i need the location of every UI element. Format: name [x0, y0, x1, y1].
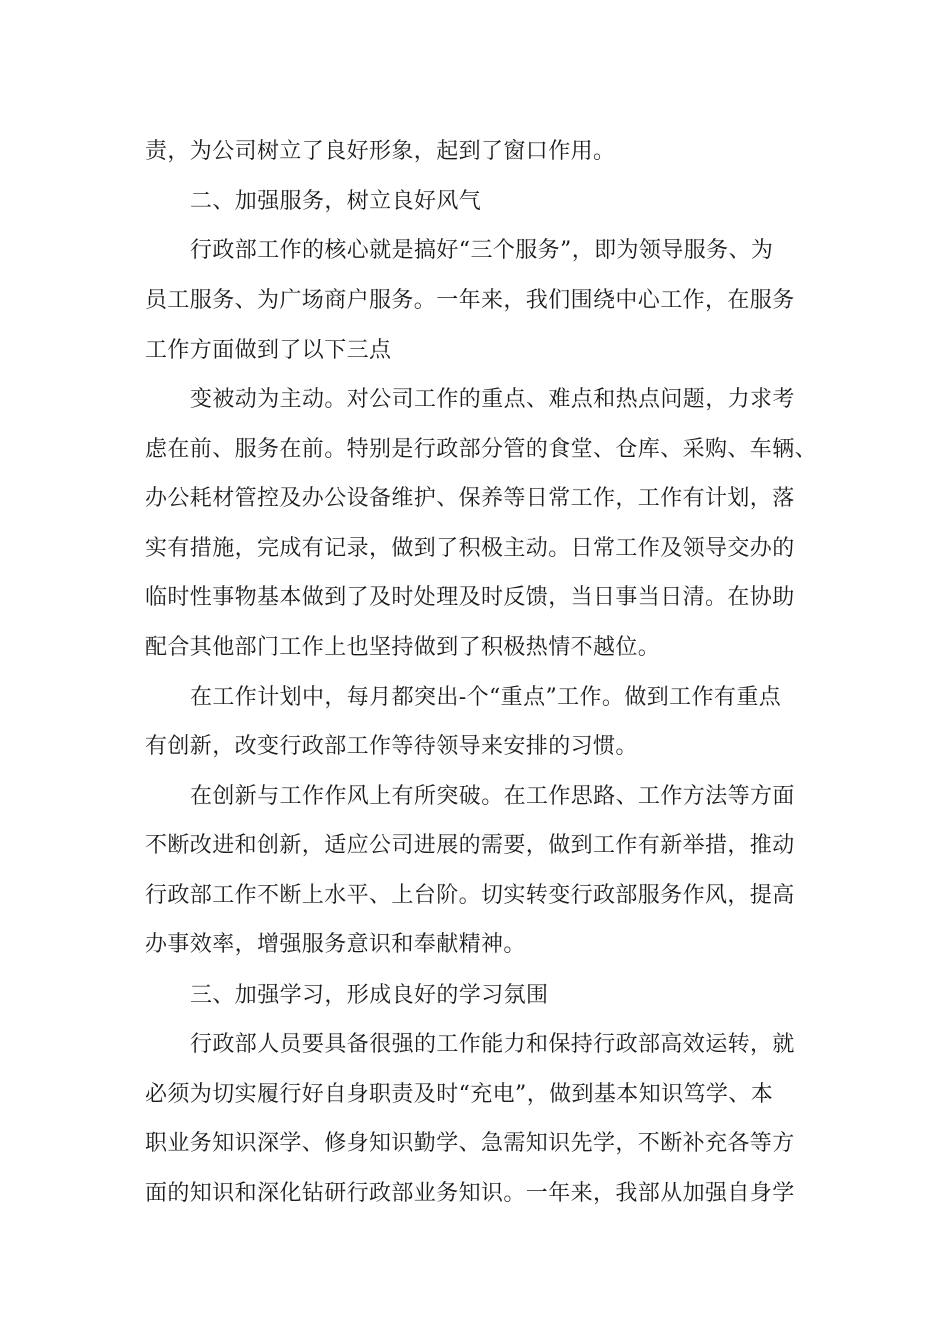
body-text-line: 办公耗材管控及办公设备维护、保养等日常工作，工作有计划，落 [145, 486, 795, 511]
body-text-line: 变被动为主动。对公司工作的重点、难点和热点问题，力求考 [190, 387, 795, 412]
body-text-line: 在工作计划中，每月都突出-个“重点”工作。做到工作有重点 [190, 685, 782, 710]
section-heading: 三、加强学习，形成良好的学习氛围 [190, 983, 549, 1008]
body-text-line: 行政部工作的核心就是搞好“三个服务”，即为领导服务、为 [190, 238, 774, 263]
body-text-line: 责，为公司树立了良好形象，起到了窗口作用。 [145, 139, 616, 164]
body-text-line: 职业务知识深学、修身知识勤学、急需知识先学，不断补充各等方 [145, 1131, 795, 1156]
body-text-line: 有创新，改变行政部工作等待领导来安排的习惯。 [145, 734, 638, 759]
body-text-line: 面的知识和深化钻研行政部业务知识。一年来，我部从加强自身学 [145, 1181, 795, 1206]
section-heading: 二、加强服务，树立良好风气 [190, 189, 482, 214]
body-text-line: 工作方面做到了以下三点 [145, 338, 392, 363]
body-text-line: 在创新与工作作风上有所突破。在工作思路、工作方法等方面 [190, 784, 795, 809]
body-text-line: 临时性事物基本做到了及时处理及时反馈，当日事当日清。在协助 [145, 585, 795, 610]
body-text-line: 实有措施，完成有记录，做到了积极主动。日常工作及领导交办的 [145, 536, 795, 561]
body-text-line: 行政部人员要具备很强的工作能力和保持行政部高效运转，就 [190, 1032, 795, 1057]
body-text-line: 办事效率，增强服务意识和奉献精神。 [145, 932, 526, 957]
body-text-line: 不断改进和创新，适应公司进展的需要，做到工作有新举措，推动 [145, 833, 795, 858]
body-text-line: 配合其他部门工作上也坚持做到了积极热情不越位。 [145, 635, 661, 660]
body-text-line: 虑在前、服务在前。特别是行政部分管的食堂、仓库、采购、车辆、 [145, 437, 818, 462]
body-text-line: 员工服务、为广场商户服务。一年来，我们围绕中心工作，在服务 [145, 288, 795, 313]
body-text-line: 行政部工作不断上水平、上台阶。切实转变行政部服务作风，提高 [145, 883, 795, 908]
body-text-line: 必须为切实履行好自身职责及时“充电”，做到基本知识笃学、本 [145, 1082, 774, 1107]
